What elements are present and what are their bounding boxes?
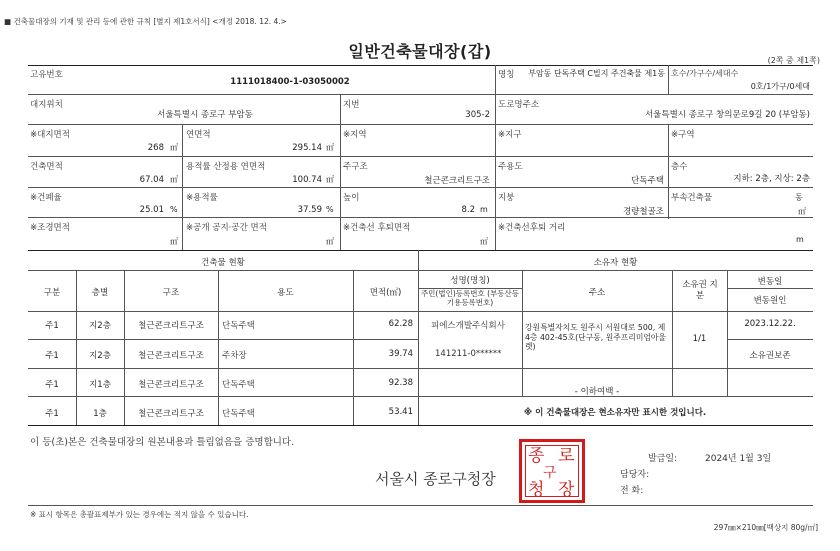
header-area: 면적(㎡) [369, 288, 402, 298]
row-line [28, 156, 813, 157]
owner-id: 141211-0****** [435, 349, 502, 359]
row-line [28, 94, 813, 95]
setback-distance-label: ※건축선후퇴 거리 [498, 223, 566, 233]
phone-label: 전 화: [620, 486, 644, 496]
roof-label: 지붕 [498, 193, 515, 203]
row-line [28, 250, 813, 251]
far-label: ※용적률 [186, 193, 218, 203]
end-of-list: - 이하여백 - [574, 387, 620, 397]
row-line [28, 270, 813, 271]
owner-notice: ※ 이 건축물대장은 현소유자만 표시한 것입니다. [523, 408, 707, 418]
lot-label: 지번 [343, 100, 360, 110]
zone-label: ※지역 [343, 130, 367, 140]
col-line [182, 124, 183, 250]
header-change-date: 변동일 [757, 277, 783, 287]
height-label: 높이 [343, 193, 360, 203]
row-line [28, 311, 813, 312]
table-bottom-border [28, 425, 813, 426]
cell-area: 62.28 [388, 319, 413, 329]
annex-label: 부속건축물 [671, 193, 713, 203]
sqm-unit: ㎡ [170, 143, 178, 152]
setback-area-label: ※건축선 후퇴면적 [343, 223, 411, 233]
col-line [495, 65, 496, 124]
structure-value: 철근콘크리트구조 [424, 176, 490, 186]
cell-use: 주차장 [222, 351, 247, 361]
cell-use: 단독주택 [222, 321, 255, 331]
building-status-title: 건축물 현황 [201, 258, 245, 268]
col-line [668, 124, 669, 219]
bcr-value: 25.01 [139, 205, 164, 215]
meter-unit: m [796, 235, 804, 244]
site-label: 대지위치 [30, 100, 63, 110]
cell-structure: 철근콘크리트구조 [138, 409, 204, 419]
sqm-unit: ㎡ [170, 175, 178, 184]
percent-unit: % [170, 205, 178, 214]
cell-structure: 철근콘크리트구조 [138, 380, 204, 390]
regulation-note: ■ 건축물대장의 기재 및 관리 등에 관한 규칙 [별지 제1호서식] <개정 2018. 12. 4.> [4, 17, 287, 26]
col-line [727, 270, 728, 396]
header-owner-name: 성명(명칭) [450, 276, 490, 286]
change-date: 2023.12.22. [744, 319, 796, 329]
cell-type: 주1 [45, 380, 59, 390]
building-area-label: 건축면적 [30, 162, 63, 172]
issuer: 서울시 종로구청장 [375, 470, 496, 488]
header-use: 용도 [277, 288, 294, 298]
col-line [340, 124, 341, 250]
cell-floor: 지1층 [89, 380, 111, 390]
sqm-unit: ㎡ [480, 237, 488, 246]
main-use-label: 주용도 [498, 162, 523, 172]
households-value: 0호/1가구/0세대 [750, 82, 810, 91]
cell-type: 주1 [45, 351, 59, 361]
owner-name: 피에스개발주식회사 [431, 321, 505, 331]
row-line [28, 217, 813, 218]
land-area-value: 268 [147, 143, 164, 153]
officer-label: 담당자: [620, 470, 650, 480]
row-line [28, 368, 813, 369]
cell-floor: 지2층 [89, 321, 111, 331]
footer-note: ※ 표시 항목은 총괄표제부가 있는 경우에는 적지 않을 수 있습니다. [30, 510, 249, 519]
cell-area: 39.74 [388, 349, 413, 359]
cell-structure: 철근콘크리트구조 [138, 321, 204, 331]
seal-glyph: 종 [528, 446, 545, 466]
table-top-border [28, 65, 813, 66]
seal-glyph: 로 [558, 446, 575, 466]
cell-floor: 1층 [93, 409, 107, 419]
row-line [28, 124, 813, 125]
annex-unit: 동 [795, 193, 803, 202]
cell-structure: 철근콘크리트구조 [138, 351, 204, 361]
sqm-unit: ㎡ [326, 175, 334, 184]
seal-glyph: 청 [528, 480, 545, 500]
official-seal [519, 439, 585, 503]
header-structure: 구조 [162, 288, 180, 298]
issue-date-value: 2024년 1월 3일 [705, 454, 772, 464]
row-line [727, 339, 813, 340]
row-line [727, 288, 813, 289]
certification-text: 이 등(초)본은 건축물대장의 원본내용과 틀림없음을 증명합니다. [30, 437, 295, 448]
change-cause: 소유권보존 [749, 351, 791, 361]
header-floor: 층별 [91, 288, 109, 298]
name-value: 부암동 단독주택 C빌지 주건축물 제1동 [528, 69, 665, 78]
unique-no-label: 고유번호 [30, 70, 63, 80]
roof-value: 경량철골조 [622, 207, 664, 217]
landscape-label: ※조경면적 [30, 223, 70, 233]
cell-type: 주1 [45, 321, 59, 331]
header-owner-id: 주민(법인)등록번호 (부동산등기용등록번호) [420, 289, 520, 307]
far-area-label: 용적률 산정용 연면적 [186, 162, 266, 172]
far-area-value: 100.74 [292, 175, 322, 185]
cell-use: 단독주택 [222, 409, 255, 419]
cell-type: 주1 [45, 409, 59, 419]
owner-status-title: 소유자 현황 [593, 258, 638, 268]
building-area-value: 67.04 [139, 175, 164, 185]
cell-use: 단독주택 [222, 380, 255, 390]
header-type: 구분 [43, 288, 61, 298]
meter-unit: m [480, 205, 488, 214]
owner-share: 1/1 [692, 334, 707, 344]
cell-area: 53.41 [388, 407, 413, 417]
seal-glyph: 구 [543, 465, 557, 481]
header-change-cause: 변동원인 [753, 296, 787, 306]
road-address-label: 도로명주소 [498, 100, 540, 110]
owner-address: 강원특별자치도 원주시 서원대로 500, 제4층 402-45호(단구동, 원주프리미엄아울렛) [525, 323, 666, 351]
floor-area-label: 연면적 [186, 130, 211, 140]
header-share: 소유권 지분 [682, 280, 718, 301]
sqm-unit: ㎡ [798, 207, 806, 216]
paper-spec: 297㎜×210㎜[백상지 80g/㎡] [713, 523, 818, 532]
district-label: ※지구 [498, 130, 522, 140]
far-value: 37.59 [297, 205, 322, 215]
document-title: 일반건축물대장(갑) [348, 42, 492, 61]
floors-label: 층수 [671, 162, 688, 172]
land-area-label: ※대지면적 [30, 130, 70, 140]
site-value: 서울특별시 종로구 부암동 [157, 110, 253, 120]
cell-area: 92.38 [388, 378, 413, 388]
col-line [495, 124, 496, 250]
col-line [340, 94, 341, 124]
bcr-label: ※건폐율 [30, 193, 62, 203]
seal-glyph: 장 [558, 480, 575, 500]
public-space-label: ※공개 공지·공간 면적 [186, 223, 267, 233]
row-line [28, 339, 418, 340]
name-label: 명칭 [498, 70, 515, 80]
footer-divider [28, 505, 813, 506]
header-address: 주소 [588, 288, 606, 298]
page-indicator: (2쪽 중 제1쪽) [767, 56, 820, 65]
road-address-value: 서울특별시 종로구 창의문로9길 20 (부암동) [644, 110, 810, 120]
col-line [672, 270, 673, 396]
floor-area-value: 295.14 [292, 143, 322, 153]
floors-value: 지하: 2층, 지상: 2층 [733, 174, 810, 184]
col-line [668, 65, 669, 94]
percent-unit: % [326, 205, 334, 214]
sector-label: ※구역 [671, 130, 695, 140]
issue-date-label: 발급일: [648, 454, 678, 464]
height-value: 8.2 [461, 205, 475, 215]
lot-value: 305-2 [465, 110, 490, 120]
sqm-unit: ㎡ [170, 237, 178, 246]
row-line [28, 187, 813, 188]
cell-floor: 지2층 [89, 351, 111, 361]
sqm-unit: ㎡ [326, 143, 334, 152]
structure-label: 주구조 [343, 162, 368, 172]
sqm-unit: ㎡ [326, 237, 334, 246]
households-label: 호수/가구수/세대수 [671, 69, 739, 78]
unique-no-value: 1111018400-1-03050002 [230, 77, 350, 87]
row-line [28, 396, 813, 397]
main-use-value: 단독주택 [631, 176, 664, 186]
